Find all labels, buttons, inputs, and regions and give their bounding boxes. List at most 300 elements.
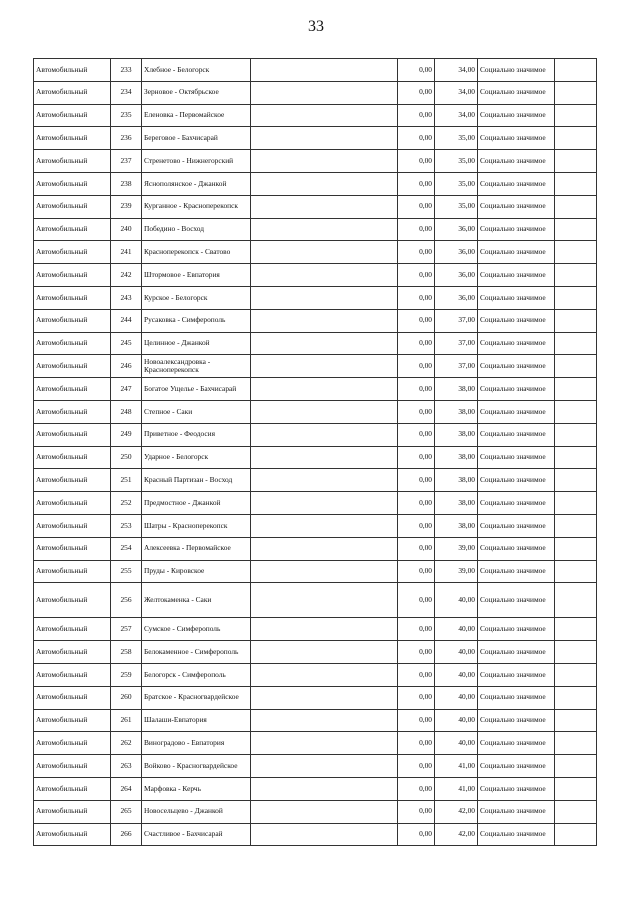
route-type-cell: Автомобильный xyxy=(34,686,111,709)
route-type-cell: Автомобильный xyxy=(34,195,111,218)
value-1-cell: 0,00 xyxy=(398,332,435,355)
empty-cell xyxy=(555,241,597,264)
empty-cell xyxy=(555,560,597,583)
route-name-cell: Белогорск - Симферополь xyxy=(142,663,251,686)
empty-cell xyxy=(251,492,398,515)
route-type-cell: Автомобильный xyxy=(34,400,111,423)
value-1-cell: 0,00 xyxy=(398,755,435,778)
route-number-cell: 244 xyxy=(111,309,142,332)
value-1-cell: 0,00 xyxy=(398,172,435,195)
table-row xyxy=(34,127,597,150)
significance-cell: Социально значимое xyxy=(478,755,555,778)
route-number-cell: 253 xyxy=(111,514,142,537)
empty-cell xyxy=(251,59,398,82)
significance-cell: Социально значимое xyxy=(478,514,555,537)
route-name-cell: Курганное - Красноперекопск xyxy=(142,195,251,218)
empty-cell xyxy=(251,800,398,823)
route-name-cell: Желтокаменка - Саки xyxy=(142,583,251,618)
value-1-cell: 0,00 xyxy=(398,709,435,732)
route-name-cell: Красный Партизан - Восход xyxy=(142,469,251,492)
empty-cell xyxy=(555,469,597,492)
route-type-cell: Автомобильный xyxy=(34,150,111,173)
route-type-cell: Автомобильный xyxy=(34,618,111,641)
route-number-cell: 262 xyxy=(111,732,142,755)
value-2-cell: 34,00 xyxy=(435,59,478,82)
empty-cell xyxy=(555,777,597,800)
route-name-cell: Ударное - Белогорск xyxy=(142,446,251,469)
value-2-cell: 40,00 xyxy=(435,641,478,664)
value-1-cell: 0,00 xyxy=(398,537,435,560)
value-2-cell: 36,00 xyxy=(435,241,478,264)
value-2-cell: 40,00 xyxy=(435,583,478,618)
value-2-cell: 38,00 xyxy=(435,400,478,423)
empty-cell xyxy=(251,104,398,127)
empty-cell xyxy=(555,514,597,537)
route-type-cell: Автомобильный xyxy=(34,81,111,104)
value-2-cell: 38,00 xyxy=(435,446,478,469)
route-type-cell: Автомобильный xyxy=(34,800,111,823)
route-number-cell: 234 xyxy=(111,81,142,104)
route-name-cell: Сумское - Симферополь xyxy=(142,618,251,641)
value-2-cell: 34,00 xyxy=(435,104,478,127)
significance-cell: Социально значимое xyxy=(478,492,555,515)
value-2-cell: 40,00 xyxy=(435,618,478,641)
value-1-cell: 0,00 xyxy=(398,218,435,241)
value-2-cell: 36,00 xyxy=(435,286,478,309)
value-2-cell: 41,00 xyxy=(435,755,478,778)
value-2-cell: 41,00 xyxy=(435,777,478,800)
significance-cell: Социально значимое xyxy=(478,423,555,446)
route-type-cell: Автомобильный xyxy=(34,241,111,264)
empty-cell xyxy=(251,400,398,423)
table-row xyxy=(34,641,597,664)
value-1-cell: 0,00 xyxy=(398,560,435,583)
table-row xyxy=(34,663,597,686)
empty-cell xyxy=(251,264,398,287)
route-number-cell: 261 xyxy=(111,709,142,732)
significance-cell: Социально значимое xyxy=(478,309,555,332)
route-number-cell: 260 xyxy=(111,686,142,709)
value-1-cell: 0,00 xyxy=(398,378,435,401)
route-type-cell: Автомобильный xyxy=(34,469,111,492)
route-number-cell: 255 xyxy=(111,560,142,583)
route-name-cell: Зерновое - Октябрьское xyxy=(142,81,251,104)
empty-cell xyxy=(251,195,398,218)
significance-cell: Социально значимое xyxy=(478,560,555,583)
table-row xyxy=(34,59,597,82)
route-name-cell: Счастливое - Бахчисарай xyxy=(142,823,251,846)
route-type-cell: Автомобильный xyxy=(34,332,111,355)
route-name-cell: Белокаменное - Симферополь xyxy=(142,641,251,664)
empty-cell xyxy=(251,663,398,686)
significance-cell: Социально значимое xyxy=(478,241,555,264)
empty-cell xyxy=(251,537,398,560)
route-type-cell: Автомобильный xyxy=(34,423,111,446)
empty-cell xyxy=(251,641,398,664)
empty-cell xyxy=(555,492,597,515)
table-row xyxy=(34,264,597,287)
value-1-cell: 0,00 xyxy=(398,195,435,218)
empty-cell xyxy=(251,583,398,618)
route-type-cell: Автомобильный xyxy=(34,59,111,82)
value-1-cell: 0,00 xyxy=(398,800,435,823)
value-1-cell: 0,00 xyxy=(398,686,435,709)
significance-cell: Социально значимое xyxy=(478,732,555,755)
table-row xyxy=(34,618,597,641)
route-name-cell: Пруды - Кировское xyxy=(142,560,251,583)
value-1-cell: 0,00 xyxy=(398,127,435,150)
route-name-cell: Еленовка - Первомайское xyxy=(142,104,251,127)
empty-cell xyxy=(555,150,597,173)
empty-cell xyxy=(555,104,597,127)
empty-cell xyxy=(555,583,597,618)
route-number-cell: 242 xyxy=(111,264,142,287)
significance-cell: Социально значимое xyxy=(478,286,555,309)
route-type-cell: Автомобильный xyxy=(34,663,111,686)
empty-cell xyxy=(555,355,597,378)
value-2-cell: 36,00 xyxy=(435,264,478,287)
route-name-cell: Русаковка - Симферополь xyxy=(142,309,251,332)
route-name-cell: Шатры - Красноперекопск xyxy=(142,514,251,537)
significance-cell: Социально значимое xyxy=(478,332,555,355)
route-number-cell: 257 xyxy=(111,618,142,641)
empty-cell xyxy=(251,709,398,732)
table-row xyxy=(34,195,597,218)
significance-cell: Социально значимое xyxy=(478,537,555,560)
empty-cell xyxy=(251,218,398,241)
empty-cell xyxy=(555,800,597,823)
route-name-cell: Шалаши-Евпатория xyxy=(142,709,251,732)
route-type-cell: Автомобильный xyxy=(34,777,111,800)
value-1-cell: 0,00 xyxy=(398,492,435,515)
route-type-cell: Автомобильный xyxy=(34,560,111,583)
empty-cell xyxy=(555,823,597,846)
value-1-cell: 0,00 xyxy=(398,583,435,618)
route-type-cell: Автомобильный xyxy=(34,709,111,732)
significance-cell: Социально значимое xyxy=(478,378,555,401)
route-number-cell: 258 xyxy=(111,641,142,664)
empty-cell xyxy=(555,195,597,218)
route-number-cell: 254 xyxy=(111,537,142,560)
empty-cell xyxy=(251,150,398,173)
value-1-cell: 0,00 xyxy=(398,618,435,641)
significance-cell: Социально значимое xyxy=(478,400,555,423)
route-name-cell: Алексеевка - Первомайское xyxy=(142,537,251,560)
value-2-cell: 38,00 xyxy=(435,492,478,515)
page-number: 33 xyxy=(308,18,324,35)
significance-cell: Социально значимое xyxy=(478,59,555,82)
value-2-cell: 39,00 xyxy=(435,560,478,583)
empty-cell xyxy=(251,378,398,401)
route-number-cell: 246 xyxy=(111,355,142,378)
route-number-cell: 238 xyxy=(111,172,142,195)
route-name-cell: Стренетово - Нижнегорский xyxy=(142,150,251,173)
route-type-cell: Автомобильный xyxy=(34,104,111,127)
empty-cell xyxy=(251,332,398,355)
value-2-cell: 34,00 xyxy=(435,81,478,104)
route-number-cell: 252 xyxy=(111,492,142,515)
significance-cell: Социально значимое xyxy=(478,172,555,195)
empty-cell xyxy=(555,127,597,150)
value-1-cell: 0,00 xyxy=(398,732,435,755)
route-type-cell: Автомобильный xyxy=(34,732,111,755)
table-row xyxy=(34,332,597,355)
value-1-cell: 0,00 xyxy=(398,469,435,492)
value-2-cell: 42,00 xyxy=(435,823,478,846)
table-row xyxy=(34,150,597,173)
table-row xyxy=(34,400,597,423)
route-number-cell: 233 xyxy=(111,59,142,82)
empty-cell xyxy=(251,755,398,778)
empty-cell xyxy=(555,59,597,82)
empty-cell xyxy=(555,755,597,778)
table-row xyxy=(34,709,597,732)
table-row xyxy=(34,777,597,800)
route-name-cell: Курское - Белогорск xyxy=(142,286,251,309)
empty-cell xyxy=(555,446,597,469)
route-type-cell: Автомобильный xyxy=(34,641,111,664)
empty-cell xyxy=(251,469,398,492)
table-row xyxy=(34,823,597,846)
route-number-cell: 248 xyxy=(111,400,142,423)
empty-cell xyxy=(251,777,398,800)
route-name-cell: Целинное - Джанкой xyxy=(142,332,251,355)
empty-cell xyxy=(251,560,398,583)
value-2-cell: 35,00 xyxy=(435,195,478,218)
empty-cell xyxy=(251,732,398,755)
route-type-cell: Автомобильный xyxy=(34,378,111,401)
value-2-cell: 38,00 xyxy=(435,423,478,446)
table-row xyxy=(34,241,597,264)
route-name-cell: Хлебное - Белогорск xyxy=(142,59,251,82)
significance-cell: Социально значимое xyxy=(478,709,555,732)
empty-cell xyxy=(251,172,398,195)
table-row xyxy=(34,423,597,446)
empty-cell xyxy=(555,378,597,401)
value-2-cell: 35,00 xyxy=(435,172,478,195)
value-1-cell: 0,00 xyxy=(398,423,435,446)
value-1-cell: 0,00 xyxy=(398,264,435,287)
route-number-cell: 266 xyxy=(111,823,142,846)
empty-cell xyxy=(251,81,398,104)
value-1-cell: 0,00 xyxy=(398,777,435,800)
value-1-cell: 0,00 xyxy=(398,663,435,686)
significance-cell: Социально значимое xyxy=(478,218,555,241)
table-row xyxy=(34,686,597,709)
route-type-cell: Автомобильный xyxy=(34,755,111,778)
route-number-cell: 237 xyxy=(111,150,142,173)
table-row xyxy=(34,583,597,618)
value-1-cell: 0,00 xyxy=(398,641,435,664)
value-1-cell: 0,00 xyxy=(398,286,435,309)
value-2-cell: 37,00 xyxy=(435,309,478,332)
significance-cell: Социально значимое xyxy=(478,641,555,664)
table-row xyxy=(34,378,597,401)
empty-cell xyxy=(555,641,597,664)
routes-table-body xyxy=(34,59,597,846)
value-2-cell: 36,00 xyxy=(435,218,478,241)
value-2-cell: 35,00 xyxy=(435,127,478,150)
route-type-cell: Автомобильный xyxy=(34,218,111,241)
value-1-cell: 0,00 xyxy=(398,81,435,104)
value-2-cell: 40,00 xyxy=(435,686,478,709)
route-number-cell: 240 xyxy=(111,218,142,241)
table-row xyxy=(34,514,597,537)
empty-cell xyxy=(555,264,597,287)
route-type-cell: Автомобильный xyxy=(34,514,111,537)
significance-cell: Социально значимое xyxy=(478,195,555,218)
route-name-cell: Предмостное - Джанкой xyxy=(142,492,251,515)
route-name-cell: Войково - Красногвардейское xyxy=(142,755,251,778)
route-type-cell: Автомобильный xyxy=(34,446,111,469)
route-name-cell: Штормовое - Евпатория xyxy=(142,264,251,287)
empty-cell xyxy=(555,218,597,241)
empty-cell xyxy=(555,537,597,560)
table-row xyxy=(34,355,597,378)
significance-cell: Социально значимое xyxy=(478,777,555,800)
route-type-cell: Автомобильный xyxy=(34,286,111,309)
empty-cell xyxy=(555,332,597,355)
empty-cell xyxy=(555,423,597,446)
route-type-cell: Автомобильный xyxy=(34,823,111,846)
value-2-cell: 39,00 xyxy=(435,537,478,560)
significance-cell: Социально значимое xyxy=(478,469,555,492)
route-number-cell: 250 xyxy=(111,446,142,469)
value-1-cell: 0,00 xyxy=(398,309,435,332)
empty-cell xyxy=(555,172,597,195)
route-type-cell: Автомобильный xyxy=(34,264,111,287)
value-1-cell: 0,00 xyxy=(398,400,435,423)
value-1-cell: 0,00 xyxy=(398,150,435,173)
route-name-cell: Яснополянское - Джанкой xyxy=(142,172,251,195)
route-name-cell: Марфовка - Керчь xyxy=(142,777,251,800)
value-2-cell: 42,00 xyxy=(435,800,478,823)
value-1-cell: 0,00 xyxy=(398,104,435,127)
significance-cell: Социально значимое xyxy=(478,618,555,641)
route-number-cell: 243 xyxy=(111,286,142,309)
route-name-cell: Красноперекопск - Сватово xyxy=(142,241,251,264)
route-number-cell: 235 xyxy=(111,104,142,127)
empty-cell xyxy=(555,400,597,423)
route-number-cell: 241 xyxy=(111,241,142,264)
significance-cell: Социально значимое xyxy=(478,446,555,469)
significance-cell: Социально значимое xyxy=(478,264,555,287)
value-2-cell: 38,00 xyxy=(435,514,478,537)
significance-cell: Социально значимое xyxy=(478,800,555,823)
empty-cell xyxy=(555,309,597,332)
value-2-cell: 38,00 xyxy=(435,378,478,401)
route-type-cell: Автомобильный xyxy=(34,127,111,150)
empty-cell xyxy=(251,423,398,446)
route-number-cell: 251 xyxy=(111,469,142,492)
table-row xyxy=(34,81,597,104)
route-number-cell: 236 xyxy=(111,127,142,150)
route-number-cell: 256 xyxy=(111,583,142,618)
empty-cell xyxy=(251,514,398,537)
empty-cell xyxy=(251,823,398,846)
table-row xyxy=(34,469,597,492)
route-name-cell: Новоалександровка - Красноперекопск xyxy=(142,355,251,378)
empty-cell xyxy=(251,286,398,309)
empty-cell xyxy=(251,618,398,641)
value-1-cell: 0,00 xyxy=(398,514,435,537)
value-2-cell: 37,00 xyxy=(435,355,478,378)
route-name-cell: Виноградово - Евпатория xyxy=(142,732,251,755)
value-1-cell: 0,00 xyxy=(398,355,435,378)
route-number-cell: 239 xyxy=(111,195,142,218)
empty-cell xyxy=(555,286,597,309)
route-name-cell: Приветное - Феодосия xyxy=(142,423,251,446)
value-1-cell: 0,00 xyxy=(398,823,435,846)
route-number-cell: 247 xyxy=(111,378,142,401)
value-1-cell: 0,00 xyxy=(398,446,435,469)
empty-cell xyxy=(555,732,597,755)
significance-cell: Социально значимое xyxy=(478,686,555,709)
table-row xyxy=(34,104,597,127)
route-name-cell: Богатое Ущелье - Бахчисарай xyxy=(142,378,251,401)
significance-cell: Социально значимое xyxy=(478,583,555,618)
significance-cell: Социально значимое xyxy=(478,355,555,378)
table-row xyxy=(34,172,597,195)
route-name-cell: Степное - Саки xyxy=(142,400,251,423)
empty-cell xyxy=(555,686,597,709)
value-2-cell: 40,00 xyxy=(435,732,478,755)
empty-cell xyxy=(555,709,597,732)
route-number-cell: 249 xyxy=(111,423,142,446)
significance-cell: Социально значимое xyxy=(478,663,555,686)
value-1-cell: 0,00 xyxy=(398,59,435,82)
empty-cell xyxy=(251,127,398,150)
route-type-cell: Автомобильный xyxy=(34,172,111,195)
table-row xyxy=(34,560,597,583)
route-number-cell: 259 xyxy=(111,663,142,686)
empty-cell xyxy=(555,618,597,641)
table-row xyxy=(34,218,597,241)
value-2-cell: 37,00 xyxy=(435,332,478,355)
value-2-cell: 40,00 xyxy=(435,663,478,686)
significance-cell: Социально значимое xyxy=(478,823,555,846)
empty-cell xyxy=(555,663,597,686)
route-name-cell: Новосельцево - Джанкой xyxy=(142,800,251,823)
significance-cell: Социально значимое xyxy=(478,150,555,173)
route-number-cell: 265 xyxy=(111,800,142,823)
empty-cell xyxy=(251,446,398,469)
route-type-cell: Автомобильный xyxy=(34,583,111,618)
value-2-cell: 38,00 xyxy=(435,469,478,492)
value-2-cell: 40,00 xyxy=(435,709,478,732)
table-row xyxy=(34,732,597,755)
value-2-cell: 35,00 xyxy=(435,150,478,173)
table-row xyxy=(34,800,597,823)
route-type-cell: Автомобильный xyxy=(34,492,111,515)
empty-cell xyxy=(251,355,398,378)
empty-cell xyxy=(251,309,398,332)
route-name-cell: Береговое - Бахчисарай xyxy=(142,127,251,150)
table-row xyxy=(34,309,597,332)
empty-cell xyxy=(251,686,398,709)
route-number-cell: 245 xyxy=(111,332,142,355)
route-number-cell: 263 xyxy=(111,755,142,778)
table-row xyxy=(34,755,597,778)
table-row xyxy=(34,286,597,309)
significance-cell: Социально значимое xyxy=(478,104,555,127)
route-type-cell: Автомобильный xyxy=(34,537,111,560)
table-row xyxy=(34,492,597,515)
significance-cell: Социально значимое xyxy=(478,127,555,150)
route-type-cell: Автомобильный xyxy=(34,355,111,378)
table-row xyxy=(34,446,597,469)
value-1-cell: 0,00 xyxy=(398,241,435,264)
